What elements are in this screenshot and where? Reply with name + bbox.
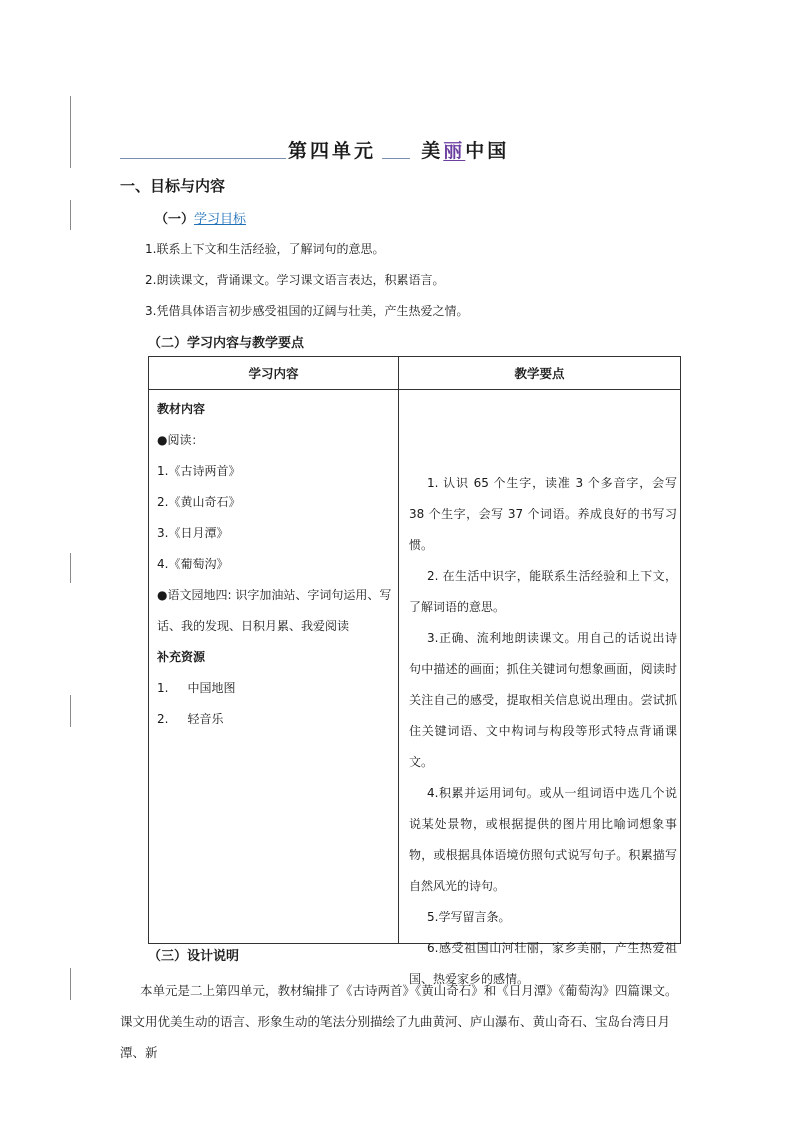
teaching-point: 3.正确、流利地朗读课文。用自己的话说出诗句中描述的画面；抓住关键词句想象画面，阅读时关注自己的感受，提取相关信息说出理由。尝试抓住关键词语、文中构词与构段等形式特点背诵课文。 <box>409 631 677 769</box>
table-header-content: 学习内容 <box>149 357 399 390</box>
teaching-point: 1. 认识 65 个生字，读准 3 个多音字，会写 38 个生字，会写 37 个词语。养成良好的书写习惯。 <box>409 476 677 552</box>
subsection-number: （一） <box>155 212 195 227</box>
title-suffix: 中国 <box>465 140 510 162</box>
margin-bar <box>70 968 71 1000</box>
resource-item: 2. 轻音乐 <box>157 712 224 726</box>
margin-bar <box>70 553 71 583</box>
title-mei: 美 <box>421 140 444 162</box>
material-title: 教材内容 <box>157 402 206 416</box>
section-heading-goals: 一、目标与内容 <box>120 177 226 195</box>
garden-line: ●语文园地四: 识字加油站、字词句运用、写 <box>157 588 392 602</box>
title-prefix: 第四单元 <box>288 140 377 162</box>
title-underline-left <box>120 158 286 159</box>
margin-bar <box>70 200 71 230</box>
resource-item: 1. 中国地图 <box>157 681 236 695</box>
garden-line: 话、我的发现、日积月累、我爱阅读 <box>157 619 350 633</box>
table-cell-content <box>149 390 399 944</box>
table-cell-points <box>399 390 681 986</box>
subsection-heading-2: （二）学习内容与教学要点 <box>148 336 305 351</box>
design-description: 本单元是二上第四单元，教材编排了《古诗两首》《黄山奇石》和《日月潭》《葡萄沟》四篇课文。课文用优美生动的语言、形象生动的笔法分别描绘了九曲黄河、庐山瀑布、黄山奇石、宝岛台湾日月潭、新 <box>120 983 678 1060</box>
teaching-point: 6.感受祖国山河壮丽，家乡美丽，产生热爱祖国、热爱家乡的感情。 <box>409 941 677 986</box>
goal-item: 2.朗读课文，背诵课文。学习课文语言表达，积累语言。 <box>145 273 445 287</box>
teaching-point: 5.学写留言条。 <box>427 910 511 924</box>
table-header-points: 教学要点 <box>399 357 681 390</box>
margin-bar <box>70 695 71 727</box>
lesson-item: 4.《葡萄沟》 <box>157 557 229 571</box>
goal-item: 1.联系上下文和生活经验，了解词句的意思。 <box>145 242 385 256</box>
goal-item: 3.凭借具体语言初步感受祖国的辽阔与壮美，产生热爱之情。 <box>145 304 469 318</box>
lesson-item: 1.《古诗两首》 <box>157 464 241 478</box>
lesson-item: 2.《黄山奇石》 <box>157 495 241 509</box>
subsection-heading-3: （三）设计说明 <box>148 949 240 964</box>
page-title <box>120 134 680 162</box>
title-li: 丽 <box>443 140 466 162</box>
margin-bar <box>70 96 71 168</box>
lesson-item: 3.《日月潭》 <box>157 526 229 540</box>
resources-title: 补充资源 <box>157 650 206 664</box>
learning-goals-link[interactable]: 学习目标 <box>194 212 247 227</box>
reading-label: ●阅读： <box>157 433 204 447</box>
subsection-heading-1 <box>155 208 246 227</box>
teaching-point: 2. 在生活中识字，能联系生活经验和上下文，了解词语的意思。 <box>409 569 677 614</box>
teaching-point: 4.积累并运用词句。或从一组词语中选几个说说某处景物，或根据提供的图片用比喻词想象事物，或根据具体语境仿照句式说写句子。积累描写自然风光的诗句。 <box>409 786 677 893</box>
